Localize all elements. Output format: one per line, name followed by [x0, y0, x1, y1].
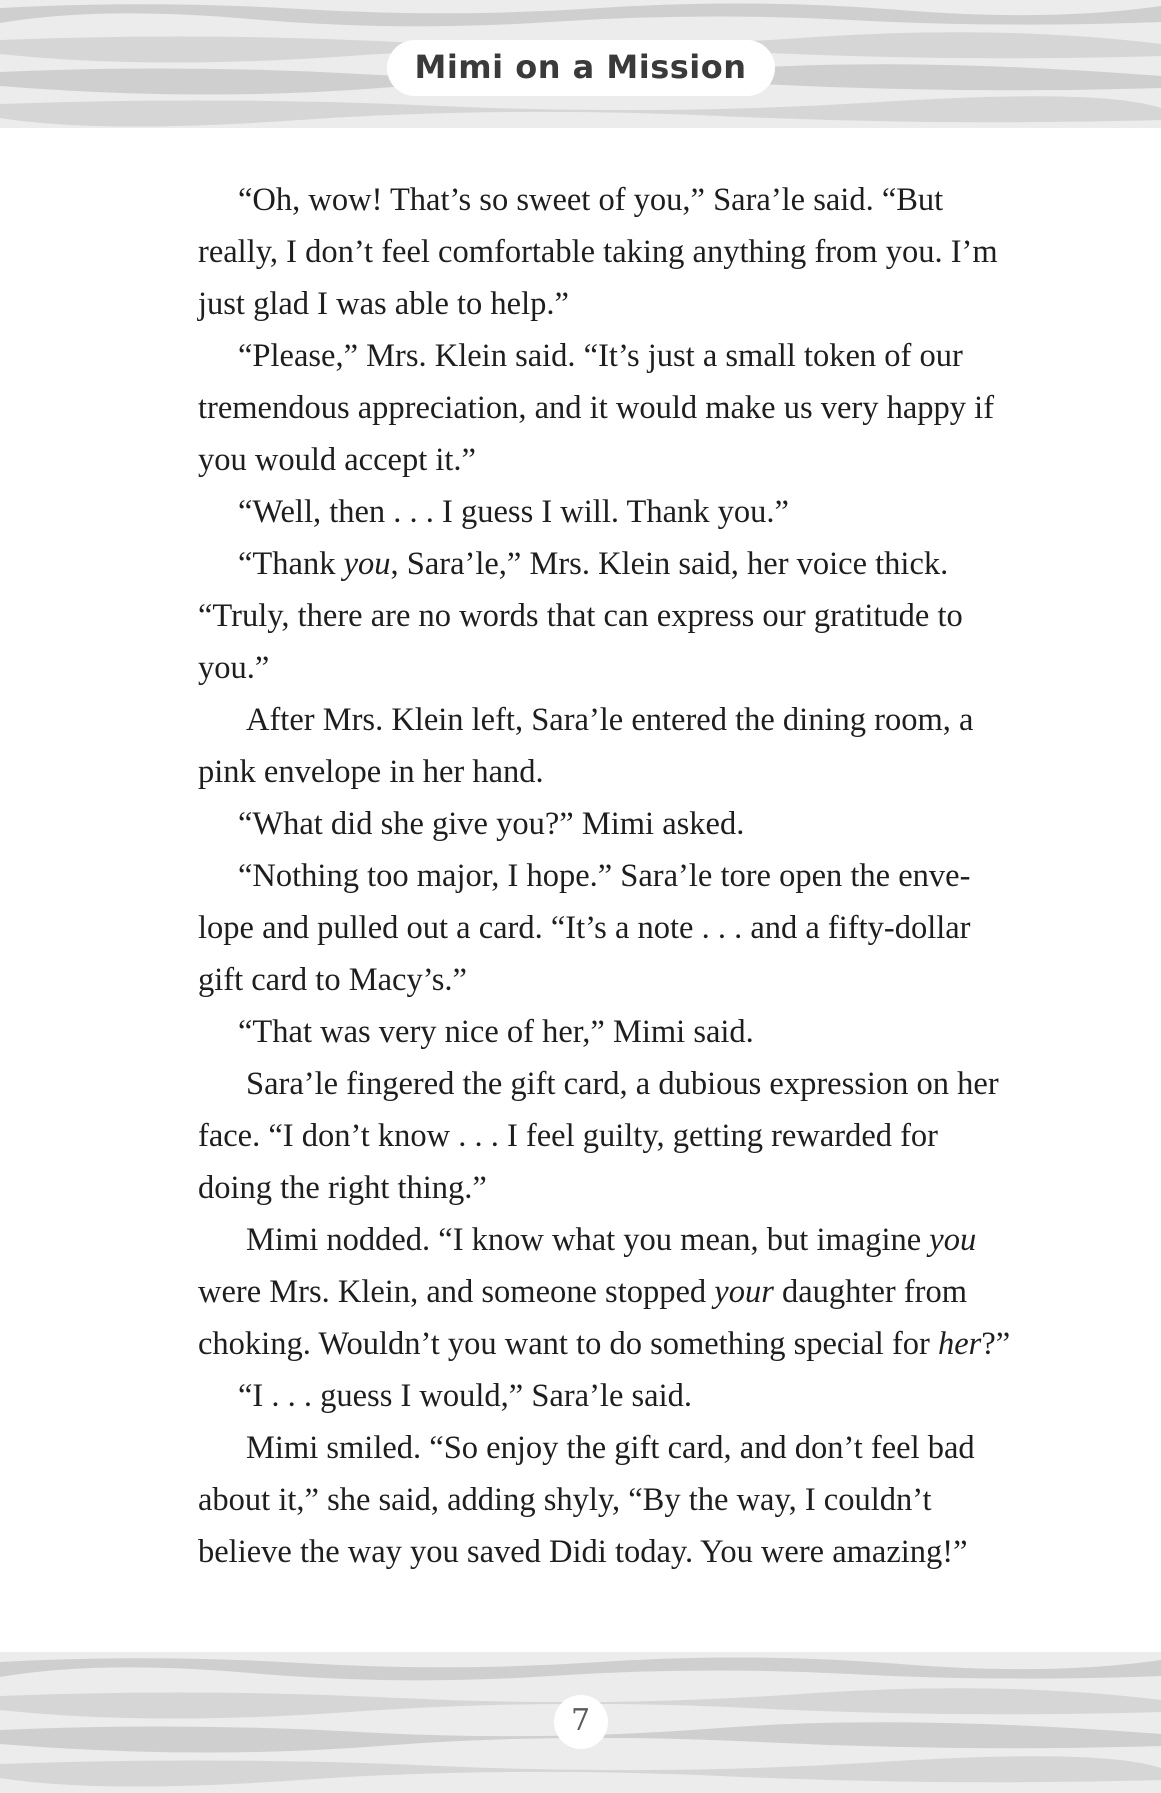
paragraph: [198, 538, 1018, 694]
page-body: [198, 174, 1018, 1578]
page-number: 7: [554, 1695, 608, 1749]
paragraph-text: ?”: [981, 1326, 1011, 1362]
paragraph: [198, 174, 1018, 330]
paragraph: [198, 798, 1018, 850]
paragraph: [198, 1422, 1018, 1578]
paragraph-text: “I . . . guess I would,” Sara’le said.: [238, 1378, 692, 1414]
running-header-title: Mimi on a Mission: [388, 42, 772, 94]
paragraph: [198, 850, 1018, 1006]
paragraph-text: “Well, then . . . I guess I will. Thank you.”: [238, 494, 789, 530]
paragraph-text: Mimi smiled. “So enjoy the gift card, and don’t feel bad about it,” she said, adding shyly, “By the way, I couldn’t believe the way you saved Didi today. You were amazing!”: [198, 1430, 975, 1570]
paragraph: [198, 694, 1018, 798]
paragraph-text: “Thank: [238, 546, 344, 582]
paragraph: [198, 1006, 1018, 1058]
paragraph-text: were Mrs. Klein, and someone stopped: [198, 1274, 715, 1310]
paragraph-text: “Please,” Mrs. Klein said. “It’s just a small token of our tremendous appreciation, and it would make us very happy if you would accept it.”: [198, 338, 995, 478]
paragraph: [198, 1370, 1018, 1422]
emphasis-text: your: [714, 1274, 774, 1310]
paragraph-text: “That was very nice of her,” Mimi said.: [238, 1014, 754, 1050]
paragraph-text: Mimi nodded. “I know what you mean, but imagine: [246, 1222, 930, 1258]
paragraph: [198, 330, 1018, 486]
paragraph-text: , Sara’le,” Mrs. Klein said, her voice thick. “Truly, there are no words that can express our gratitude to you.”: [198, 546, 963, 686]
paragraph: [198, 1058, 1018, 1214]
paragraph-text: Sara’le fingered the gift card, a dubious expression on her face. “I don’t know . . . I feel guilty, getting rewarded for doing the right thing.”: [198, 1066, 999, 1206]
paragraph-text: daughter from choking. Wouldn’t you want to do something special for: [198, 1274, 967, 1362]
paragraph: [198, 1214, 1018, 1370]
emphasis-text: her: [937, 1326, 982, 1362]
paragraph-text: “What did she give you?” Mimi asked.: [238, 806, 745, 842]
emphasis-text: you: [929, 1222, 977, 1258]
paragraph-text: “Oh, wow! That’s so sweet of you,” Sara’le said. “But really, I don’t feel comfortable taking anything from you. I’m just glad I was able to help.”: [198, 182, 998, 322]
paragraph-text: After Mrs. Klein left, Sara’le entered the dining room, a pink envelope in her hand.: [198, 702, 974, 790]
paragraph-text: “Nothing too major, I hope.” Sara’le tore open the enve-lope and pulled out a card. “It’s a note . . . and a fifty-dollar gift card to Macy’s.”: [198, 858, 971, 998]
paragraph: [198, 486, 1018, 538]
emphasis-text: you: [343, 546, 391, 582]
